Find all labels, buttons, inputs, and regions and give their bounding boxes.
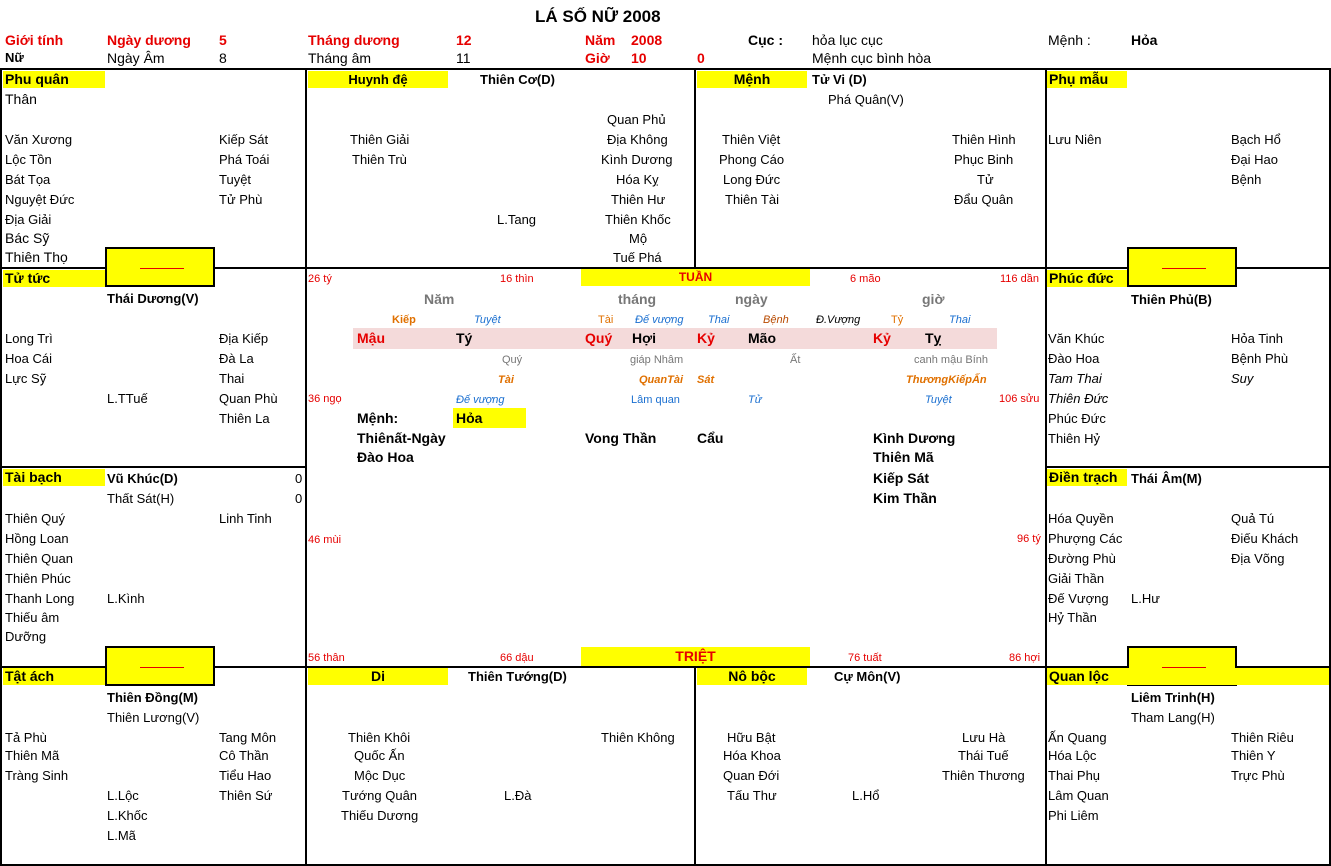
triet-label: TRIỆT bbox=[581, 647, 810, 666]
main-star: Cự Môn(V) bbox=[834, 669, 901, 684]
star: Giải Thần bbox=[1048, 571, 1105, 586]
cuc-note: Mệnh cục bình hòa bbox=[812, 50, 932, 66]
center-star: Thiên Mã bbox=[873, 449, 934, 465]
hour-value: 10 bbox=[631, 50, 647, 66]
age-marker: 116 dần bbox=[1000, 273, 1039, 285]
lunar-month-value: 11 bbox=[456, 50, 471, 66]
chart-title: LÁ SỐ NỮ 2008 bbox=[535, 7, 661, 26]
star: Lộc Tồn bbox=[5, 152, 52, 167]
star: Phi Liêm bbox=[1048, 808, 1099, 823]
palace-title: Di bbox=[308, 668, 448, 685]
star: Tang Môn bbox=[219, 730, 277, 745]
star: Thiên Quan bbox=[5, 551, 73, 566]
star: Phá Toái bbox=[219, 152, 270, 167]
palace-di bbox=[305, 666, 696, 866]
tuan-label: TUẦN bbox=[581, 269, 810, 286]
star: Bệnh bbox=[1231, 172, 1262, 187]
star: L.Kình bbox=[107, 591, 145, 606]
star: Ấn Quang bbox=[1048, 730, 1107, 745]
center-menh-value: Hỏa bbox=[453, 408, 526, 428]
lunar-month-label: Tháng âm bbox=[308, 50, 372, 66]
can-chi: Mậu bbox=[357, 330, 385, 346]
palace-subtitle: Thân bbox=[5, 91, 37, 107]
star: Hữu Bật bbox=[727, 730, 776, 745]
palace-title: Mệnh bbox=[697, 71, 807, 88]
hidden-stem: canh mậu Bính bbox=[914, 354, 988, 366]
main-star: Thiên Đồng(M) bbox=[107, 690, 198, 705]
star: Thai bbox=[219, 371, 245, 386]
main-star: Thiên Phủ(B) bbox=[1131, 292, 1212, 307]
year-label: Năm bbox=[585, 32, 616, 48]
star: Phong Cáo bbox=[719, 152, 785, 167]
ten-god: Tài bbox=[498, 374, 514, 386]
star: Cô Thần bbox=[219, 748, 269, 763]
age-marker: 6 mão bbox=[850, 273, 881, 285]
star: Thiên Quý bbox=[5, 511, 65, 526]
gender-value: Nữ bbox=[5, 50, 24, 65]
star: Hóa Lộc bbox=[1048, 748, 1097, 763]
cycle-term: Đế vượng bbox=[635, 314, 684, 326]
col-head-hour: giờ bbox=[922, 291, 945, 307]
value: 0 bbox=[295, 491, 303, 506]
star: Trực Phù bbox=[1231, 768, 1285, 783]
palace-title: Tử tức bbox=[3, 270, 105, 287]
year-value: 2008 bbox=[631, 32, 663, 48]
center-star: Vong Thần bbox=[585, 430, 657, 446]
star: Bác Sỹ bbox=[5, 230, 50, 246]
age-marker: 86 hợi bbox=[1009, 652, 1041, 664]
cuc-label: Cục : bbox=[748, 32, 783, 48]
palace-title: Tài bạch bbox=[3, 469, 105, 486]
star: Quả Tú bbox=[1231, 511, 1275, 526]
star: L.TTuế bbox=[107, 391, 148, 406]
star: Thiên Sứ bbox=[219, 788, 273, 803]
palace-phu-mau bbox=[1045, 68, 1331, 269]
star: Lưu Hà bbox=[962, 730, 1006, 745]
star: Tam Thai bbox=[1048, 371, 1102, 386]
star: Lâm Quan bbox=[1048, 788, 1109, 803]
star: Thiên Hình bbox=[952, 132, 1016, 147]
solar-day-label: Ngày dương bbox=[107, 32, 191, 48]
cycle-term: Tài bbox=[598, 314, 614, 326]
star: Thiên Hỷ bbox=[1048, 431, 1101, 446]
star: Kình Dương bbox=[601, 152, 673, 167]
solar-day-value: 5 bbox=[219, 32, 227, 48]
star: Mộ bbox=[629, 231, 648, 246]
hidden-stem: Ất bbox=[790, 354, 801, 366]
corner-box-left-top bbox=[105, 247, 215, 287]
star: Hỷ Thần bbox=[1048, 610, 1097, 625]
center-star: Đào Hoa bbox=[357, 449, 414, 465]
star: L.Mã bbox=[107, 828, 136, 843]
star: Dưỡng bbox=[5, 629, 47, 644]
star: Thiên Riêu bbox=[1231, 730, 1294, 745]
star: Linh Tinh bbox=[219, 511, 272, 526]
star: Thiên Đức bbox=[1048, 391, 1109, 406]
star: Hóa Quyền bbox=[1048, 511, 1114, 526]
hour-label: Giờ bbox=[585, 50, 610, 66]
star: Thiên Không bbox=[601, 730, 675, 745]
star: Nguyệt Đức bbox=[5, 192, 75, 207]
col-head-day: ngày bbox=[735, 291, 768, 307]
menh-label: Mệnh : bbox=[1048, 32, 1091, 48]
star: Địa Không bbox=[607, 132, 668, 147]
star: Thiên Việt bbox=[722, 132, 781, 147]
star: Thiên Giải bbox=[350, 132, 410, 147]
can-chi-row-bg bbox=[353, 328, 997, 349]
can-chi: Tý bbox=[456, 330, 473, 346]
age-marker: 96 tý bbox=[1017, 533, 1041, 545]
star: Điếu Khách bbox=[1231, 531, 1299, 546]
main-star-2: Phá Quân(V) bbox=[828, 92, 904, 107]
star: Hóa Khoa bbox=[723, 748, 781, 763]
star: Tuyệt bbox=[219, 172, 252, 187]
main-star-2: Thất Sát(H) bbox=[107, 491, 175, 506]
star: Hoa Cái bbox=[5, 351, 52, 366]
star: Thiên La bbox=[219, 411, 270, 426]
menh-value: Hỏa bbox=[1131, 32, 1158, 48]
lunar-day-label: Ngày Âm bbox=[107, 50, 165, 66]
star: Tràng Sinh bbox=[5, 768, 69, 783]
main-star: Thiên Tướng(D) bbox=[468, 669, 567, 684]
corner-box-right-top bbox=[1127, 247, 1237, 287]
star: Phúc Đức bbox=[1048, 411, 1106, 426]
star: Địa Giải bbox=[5, 212, 52, 227]
star: Thiên Y bbox=[1231, 748, 1276, 763]
star: Thiếu Dương bbox=[341, 808, 419, 823]
cuc-value: hỏa lục cục bbox=[812, 32, 883, 48]
star: Quốc Ấn bbox=[354, 748, 405, 763]
star: Hỏa Tinh bbox=[1231, 331, 1284, 346]
main-star: Tử Vi (D) bbox=[812, 72, 867, 87]
cycle-term: Thai bbox=[708, 314, 730, 326]
hidden-stem: giáp Nhâm bbox=[630, 354, 684, 366]
star: Đại Hao bbox=[1231, 152, 1278, 167]
age-marker: 46 mùi bbox=[308, 534, 342, 546]
hour-extra: 0 bbox=[697, 50, 705, 66]
star: Hóa Kỵ bbox=[616, 172, 659, 187]
star: Đế Vượng bbox=[1048, 591, 1109, 606]
life-stage: Lâm quan bbox=[631, 394, 680, 406]
center-menh-label: Mệnh: bbox=[357, 410, 399, 426]
star: Thiên Mã bbox=[5, 748, 60, 763]
star: Tử Phù bbox=[219, 192, 263, 207]
star: Bệnh Phù bbox=[1231, 351, 1289, 366]
palace-title: Điền trạch bbox=[1047, 469, 1127, 486]
solar-month-label: Tháng dương bbox=[308, 32, 400, 48]
star: Thiếu âm bbox=[5, 610, 60, 625]
star: Thiên Phúc bbox=[5, 571, 71, 586]
star: Đường Phù bbox=[1048, 551, 1116, 566]
star: Tử bbox=[977, 172, 994, 187]
can-chi: Tỵ bbox=[925, 330, 942, 346]
star: Đẩu Quân bbox=[954, 192, 1014, 207]
star: Long Trì bbox=[5, 331, 53, 346]
age-marker: 26 tý bbox=[308, 273, 332, 285]
main-star: Thiên Cơ(D) bbox=[480, 72, 555, 87]
age-marker: 36 ngọ bbox=[308, 393, 342, 405]
star: Tấu Thư bbox=[727, 788, 777, 803]
star: Quan Đới bbox=[723, 768, 780, 783]
star: Đào Hoa bbox=[1048, 351, 1100, 366]
cycle-term: Bệnh bbox=[763, 314, 789, 326]
star: Địa Võng bbox=[1231, 551, 1285, 566]
star: Thiên Hư bbox=[611, 192, 666, 207]
can-chi: Kỷ bbox=[697, 330, 715, 346]
solar-month-value: 12 bbox=[456, 32, 472, 48]
can-chi: Hợi bbox=[632, 330, 656, 346]
age-marker: 16 thìn bbox=[500, 273, 534, 285]
corner-box-left-bottom bbox=[105, 646, 215, 686]
value: 0 bbox=[295, 471, 303, 486]
main-star: Thái Dương(V) bbox=[107, 291, 199, 306]
lunar-day-value: 8 bbox=[219, 50, 227, 66]
ten-god: QuanTài bbox=[639, 374, 684, 386]
age-marker: 106 sửu bbox=[999, 393, 1040, 405]
palace-title: Quan lộc bbox=[1047, 668, 1329, 685]
palace-title: Huynh đệ bbox=[308, 71, 448, 88]
ten-god: ThươngKiếpẤn bbox=[906, 374, 987, 386]
star: Bát Tọa bbox=[5, 172, 51, 187]
star: Văn Xương bbox=[5, 132, 73, 147]
star: Thiên Khôi bbox=[348, 730, 411, 745]
life-stage: Tử bbox=[748, 394, 762, 406]
star: L.Hổ bbox=[852, 788, 880, 803]
star: L.Khốc bbox=[107, 808, 148, 823]
cycle-term: Đ.Vượng bbox=[816, 314, 861, 326]
star: Thiên Thọ bbox=[5, 249, 68, 265]
star: Văn Khúc bbox=[1048, 331, 1105, 346]
cycle-term: Thai bbox=[949, 314, 971, 326]
star: Thiên Khốc bbox=[605, 212, 671, 227]
ten-god: Sát bbox=[697, 374, 715, 386]
main-star: Liêm Trinh(H) bbox=[1131, 690, 1215, 705]
star: Tuế Phá bbox=[613, 250, 662, 265]
center-star: Thiênất-Ngày bbox=[357, 430, 446, 446]
star: L.Tang bbox=[497, 212, 537, 227]
star: Tả Phù bbox=[5, 730, 47, 745]
star: Kiếp Sát bbox=[219, 132, 269, 147]
age-marker: 56 thân bbox=[308, 652, 345, 664]
age-marker: 66 dậu bbox=[500, 652, 534, 664]
cycle-term: Tuyệt bbox=[474, 314, 501, 326]
gender-label: Giới tính bbox=[5, 32, 64, 48]
star: Bạch Hổ bbox=[1231, 132, 1281, 147]
palace-title: Tật ách bbox=[3, 668, 105, 685]
star: L.Đà bbox=[504, 788, 532, 803]
star: Suy bbox=[1231, 371, 1254, 386]
star: Thái Tuế bbox=[958, 748, 1009, 763]
star: Thanh Long bbox=[5, 591, 75, 606]
star: Phục Binh bbox=[954, 152, 1014, 167]
star: Hồng Loan bbox=[5, 531, 69, 546]
can-chi: Mão bbox=[748, 330, 776, 346]
star: Quan Phù bbox=[219, 391, 278, 406]
main-star: Vũ Khúc(D) bbox=[107, 471, 178, 486]
life-stage: Tuyệt bbox=[925, 394, 952, 406]
palace-title: Nô bộc bbox=[697, 668, 807, 685]
star: Thiên Tài bbox=[725, 192, 779, 207]
palace-title: Phu quân bbox=[3, 71, 105, 88]
can-chi: Kỷ bbox=[873, 330, 891, 346]
star: Thiên Thương bbox=[942, 768, 1025, 783]
star: L.Hư bbox=[1131, 591, 1160, 606]
age-marker: 76 tuất bbox=[848, 652, 882, 664]
life-stage: Đế vượng bbox=[456, 394, 505, 406]
star: Mộc Dục bbox=[354, 768, 406, 783]
main-star-2: Tham Lang(H) bbox=[1131, 710, 1215, 725]
star: Lực Sỹ bbox=[5, 371, 47, 386]
hidden-stem: Quý bbox=[502, 354, 523, 366]
cycle-term: Kiếp bbox=[392, 314, 416, 326]
cycle-term: Tỷ bbox=[891, 314, 904, 326]
star: Địa Kiếp bbox=[219, 331, 269, 346]
star: Quan Phủ bbox=[607, 112, 666, 127]
star: Đà La bbox=[219, 351, 254, 366]
center-star: Cẩu bbox=[697, 430, 724, 446]
palace-no-boc bbox=[694, 666, 1047, 866]
center-star: Kình Dương bbox=[873, 430, 956, 446]
main-star-2: Thiên Lương(V) bbox=[107, 710, 200, 725]
center-star: Kim Thần bbox=[873, 490, 937, 506]
star: Thai Phụ bbox=[1048, 768, 1101, 783]
center-star: Kiếp Sát bbox=[873, 470, 930, 486]
palace-title: Phụ mẫu bbox=[1047, 71, 1127, 88]
col-head-year: Năm bbox=[424, 291, 455, 307]
col-head-month: tháng bbox=[618, 291, 657, 307]
star: L.Lộc bbox=[107, 788, 139, 803]
star: Phượng Các bbox=[1048, 531, 1123, 546]
star: Tướng Quân bbox=[342, 788, 418, 803]
star: Thiên Trù bbox=[352, 152, 407, 167]
star: Tiểu Hao bbox=[219, 768, 272, 783]
palace-title: Phúc đức bbox=[1047, 270, 1127, 287]
can-chi: Quý bbox=[585, 330, 613, 346]
main-star: Thái Âm(M) bbox=[1131, 471, 1202, 486]
palace-dien-trach bbox=[1045, 466, 1331, 668]
star: Lưu Niên bbox=[1048, 132, 1102, 147]
star: Long Đức bbox=[723, 172, 781, 187]
